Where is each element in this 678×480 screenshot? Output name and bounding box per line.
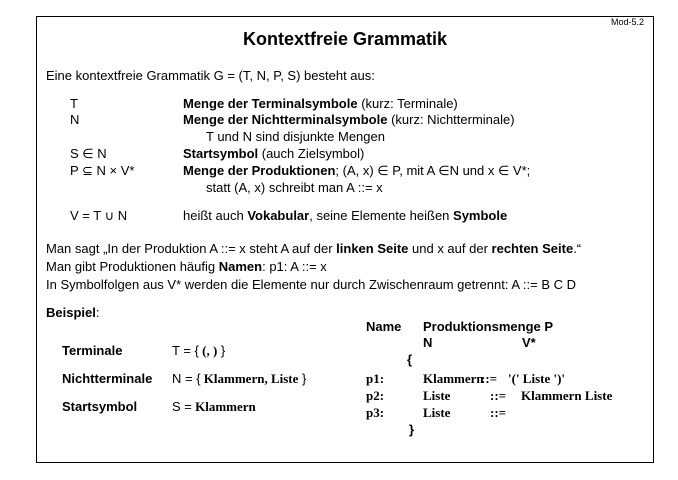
def-s-rest: (auch Zielsymbol) [258, 146, 365, 161]
nonterminals-set-open: N = { [172, 371, 201, 386]
def-n-symbol: N [70, 112, 80, 127]
productions-sub-v: V* [522, 335, 536, 350]
productions-close-brace: } [409, 422, 415, 437]
para-2c: : p1: A ::= x [262, 259, 327, 274]
production-name: p1: [366, 371, 385, 386]
productions-sub-n: N [423, 335, 433, 350]
def-t-desc [183, 96, 458, 111]
start-item: Klammern [191, 399, 256, 414]
production-name: p2: [366, 388, 385, 403]
start-eq: S = [172, 399, 192, 414]
def-p-desc [183, 163, 530, 179]
def-s-symbol: S ∈ N [70, 146, 107, 161]
production-lhs: Liste [423, 405, 451, 420]
production-lhs: Liste [423, 388, 451, 403]
nonterminals-label: Nichtterminale [62, 371, 153, 386]
terminals-set-open: T = { [172, 343, 199, 358]
para-2-namen: Namen [218, 259, 263, 274]
def-v-bold-symbole: Symbole [453, 208, 508, 223]
production-lhs: Klammern [423, 371, 484, 386]
page-title: Kontextfreie Grammatik [243, 29, 448, 49]
example-heading-colon: : [95, 305, 100, 320]
productions-col-set: Produktionsmenge P [423, 319, 554, 334]
para-2a: Man gibt Produktionen häufig [46, 259, 219, 274]
production-op: ::= [481, 371, 498, 386]
para-line-3: In Symbolfolgen aus V* werden die Elemente nur durch Zwischenraum getrennt: A ::= B C D [46, 277, 577, 292]
para-line-1 [46, 241, 581, 256]
def-v-bold-vokabular: Vokabular [247, 208, 310, 223]
def-p-symbol: P ⊆ N × V* [70, 163, 135, 178]
production-rhs: Klammern Liste [521, 388, 613, 403]
para-line-2 [46, 259, 327, 274]
def-n-desc [183, 112, 515, 127]
start-label: Startsymbol [62, 399, 138, 414]
productions-open-brace: { [407, 352, 413, 367]
terminals-set-close: } [217, 343, 226, 358]
terminals-items: (, ) [198, 343, 218, 358]
def-s-desc [183, 146, 364, 161]
intro-text: Eine kontextfreie Grammatik G = (T, N, P, S) besteht aus: [46, 68, 375, 83]
slide-id: Mod-5.2 [611, 17, 645, 27]
para-1-rechte-seite: rechten Seite [491, 241, 574, 256]
def-p-note: statt (A, x) schreibt man A ::= x [206, 180, 383, 195]
terminals-label: Terminale [62, 343, 123, 358]
production-rhs: '(' Liste ')' [508, 371, 566, 386]
production-op: ::= [490, 405, 507, 420]
example-heading [46, 305, 99, 320]
def-n-bold: Menge der Nichtterminalsymbole [183, 112, 388, 127]
para-1e: .“ [573, 241, 582, 256]
terminals-value [172, 343, 225, 359]
para-1-linke-seite: linken Seite [336, 241, 409, 256]
para-1a: Man sagt „In der Produktion A ::= x steht A auf der [46, 241, 337, 256]
def-p-bold: Menge der Produktionen [183, 163, 336, 178]
def-t-bold: Menge der Terminalsymbole [183, 96, 358, 111]
productions-col-name: Name [366, 319, 402, 334]
def-n-rest: (kurz: Nichtterminale) [387, 112, 515, 127]
nonterminals-items: Klammern, Liste [200, 371, 299, 386]
production-op: ::= [490, 388, 507, 403]
def-v-symbol: V = T ∪ N [70, 208, 128, 223]
def-p-rest: ; (A, x) ∈ P, mit A ∈N und x ∈ V*; [335, 163, 531, 178]
para-1c: und x auf der [408, 241, 492, 256]
production-name: p3: [366, 405, 385, 420]
def-t-rest: (kurz: Terminale) [357, 96, 458, 111]
def-v-desc [183, 208, 507, 223]
def-s-bold: Startsymbol [183, 146, 259, 161]
def-v-mid: , seine Elemente heißen [309, 208, 454, 223]
def-disjoint-note: T und N sind disjunkte Mengen [206, 129, 385, 144]
nonterminals-value [172, 371, 306, 387]
def-v-pre: heißt auch [183, 208, 248, 223]
start-value [172, 399, 256, 415]
example-heading-bold: Beispiel [46, 305, 96, 320]
nonterminals-set-close: } [298, 371, 307, 386]
def-t-symbol: T [70, 96, 78, 111]
